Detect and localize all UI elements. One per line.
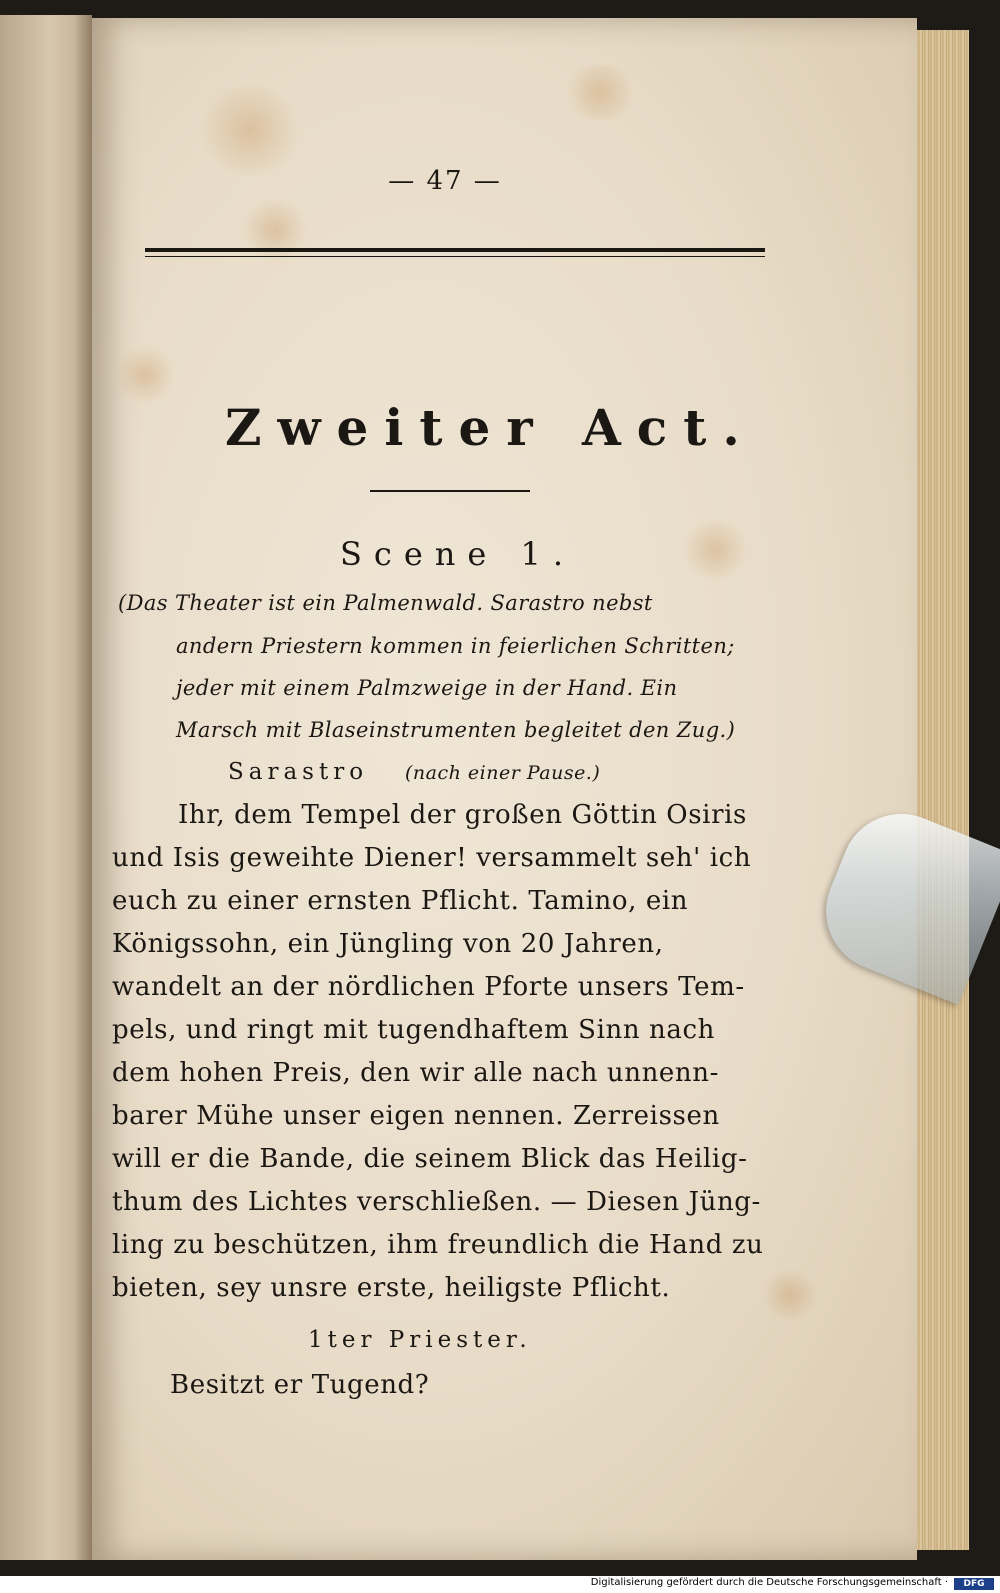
stage-direction-line: jeder mit einem Palmzweige in der Hand. Ein: [176, 676, 678, 700]
page-edges: [917, 30, 969, 1550]
footer-credit: Digitalisierung gefördert durch die Deutsche Forschungsgemeinschaft ·: [590, 1577, 948, 1588]
speaker-name: Sarastro: [228, 759, 369, 785]
speech-line: barer Mühe unser eigen nennen. Zerreissen: [112, 1101, 720, 1131]
header-rule-thin: [145, 256, 765, 257]
speech-line: wandelt an der nördlichen Pforte unsers Tem-: [112, 972, 745, 1002]
dfg-logo: DFG: [954, 1578, 994, 1590]
scene-title: Scene 1.: [340, 535, 576, 573]
speech-line: ling zu beschützen, ihm freundlich die Hand zu: [112, 1230, 764, 1260]
foxing-stain: [560, 65, 640, 120]
speech-line: Besitzt er Tugend?: [170, 1370, 430, 1400]
speech-line: euch zu einer ernsten Pflicht. Tamino, ein: [112, 886, 689, 916]
speaker-name: 1ter Priester.: [308, 1327, 532, 1353]
speech-line: will er die Bande, die seinem Blick das Heilig-: [112, 1144, 748, 1174]
foxing-stain: [760, 1270, 820, 1320]
header-rule: [145, 248, 765, 252]
stage-direction-line: andern Priestern kommen in feierlichen Schritten;: [176, 634, 735, 658]
speech-line: und Isis geweihte Diener! versammelt seh' ich: [112, 843, 752, 873]
stage-direction-line: (Das Theater ist ein Palmenwald. Sarastro nebst: [118, 591, 653, 615]
speaker-note: (nach einer Pause.): [405, 762, 601, 784]
foxing-stain: [680, 520, 750, 580]
foxing-stain: [195, 85, 305, 175]
speech-line: Ihr, dem Tempel der großen Göttin Osiris: [178, 800, 747, 830]
speech-line: Königssohn, ein Jüngling von 20 Jahren,: [112, 929, 664, 959]
page-number: — 47 —: [388, 166, 502, 196]
speech-line: dem hohen Preis, den wir alle nach unnenn-: [112, 1058, 719, 1088]
speech-line: pels, und ringt mit tugendhaftem Sinn nach: [112, 1015, 716, 1045]
left-page-edge: [0, 15, 92, 1560]
stage-direction-line: Marsch mit Blaseinstrumenten begleitet den Zug.): [176, 718, 736, 742]
act-divider: [370, 490, 530, 492]
speech-line: thum des Lichtes verschließen. — Diesen Jüng-: [112, 1187, 761, 1217]
speech-line: bieten, sey unsre erste, heiligste Pflicht.: [112, 1273, 671, 1303]
foxing-stain: [115, 345, 175, 405]
act-title: Zweiter Act.: [225, 398, 756, 457]
